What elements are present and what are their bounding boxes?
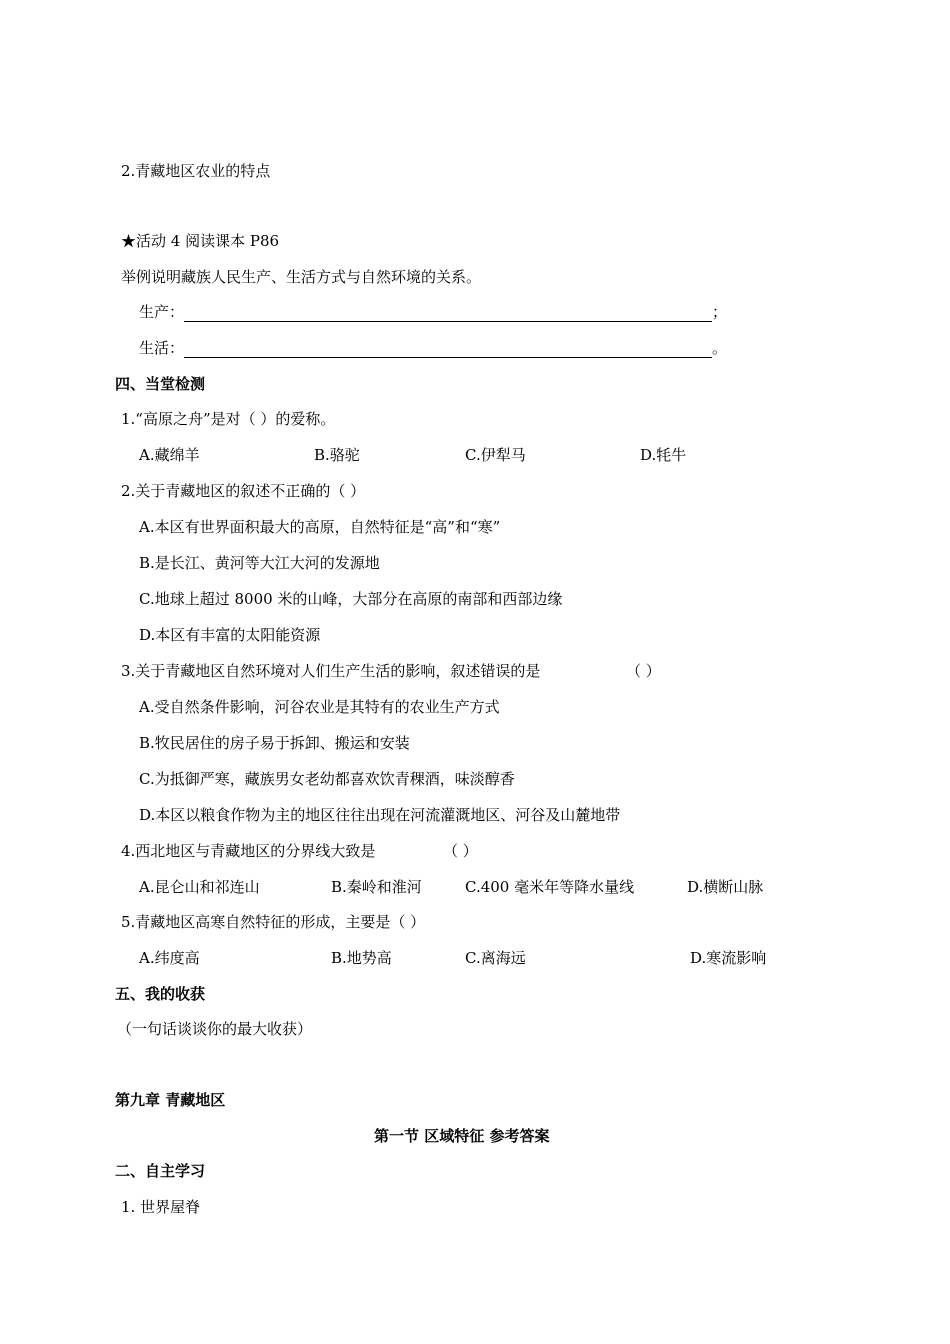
question-2: 2.关于青藏地区的叙述不正确的（ ） bbox=[121, 482, 366, 500]
activity-4-heading: ★活动 4 阅读课本 P86 bbox=[121, 232, 280, 250]
q5-option-a: A.纬度高 bbox=[139, 949, 200, 967]
q4-option-d: D.横断山脉 bbox=[687, 878, 764, 896]
production-label: 生产： bbox=[139, 303, 185, 321]
production-end-mark: ； bbox=[712, 303, 728, 321]
q2-option-b: B.是长江、黄河等大江大河的发源地 bbox=[139, 554, 380, 572]
question-3: 3.关于青藏地区自然环境对人们生产生活的影响，叙述错误的是 bbox=[121, 662, 541, 680]
question-1: 1.“高原之舟”是对（ ）的爱称。 bbox=[121, 410, 336, 428]
q1-option-d: D.牦牛 bbox=[640, 446, 687, 464]
answer-1: 1. 世界屋脊 bbox=[121, 1198, 201, 1216]
answer-section-title: 第一节 区域特征 参考答案 bbox=[374, 1127, 550, 1145]
activity-4-prompt: 举例说明藏族人民生产、生活方式与自然环境的关系。 bbox=[121, 268, 482, 286]
q5-option-b: B.地势高 bbox=[331, 949, 392, 967]
question-4: 4.西北地区与青藏地区的分界线大致是 bbox=[121, 842, 376, 860]
q4-option-a: A.昆仑山和祁连山 bbox=[139, 878, 260, 896]
section-heading-harvest: 五、我的收获 bbox=[115, 985, 206, 1003]
question-5: 5.青藏地区高寒自然特征的形成，主要是（ ） bbox=[121, 913, 426, 931]
harvest-prompt: （一句话谈谈你的最大收获） bbox=[117, 1020, 313, 1038]
production-answer-blank[interactable] bbox=[184, 305, 712, 322]
q2-option-a: A.本区有世界面积最大的高原，自然特征是“高”和“寒” bbox=[139, 518, 501, 536]
q4-option-b: B.秦岭和淮河 bbox=[331, 878, 422, 896]
q5-option-d: D.寒流影响 bbox=[690, 949, 767, 967]
q1-option-c: C.伊犁马 bbox=[465, 446, 526, 464]
question-4-paren: （ ） bbox=[443, 842, 478, 860]
life-answer-blank[interactable] bbox=[184, 341, 712, 358]
q2-option-c: C.地球上超过 8000 米的山峰，大部分在高原的南部和西部边缘 bbox=[139, 590, 563, 608]
q3-option-c: C.为抵御严寒，藏族男女老幼都喜欢饮青稞酒，味淡醇香 bbox=[139, 770, 515, 788]
q3-option-d: D.本区以粮食作物为主的地区往往出现在河流灌溉地区、河谷及山麓地带 bbox=[139, 806, 621, 824]
section-heading-check: 四、当堂检测 bbox=[115, 375, 206, 393]
q1-option-b: B.骆驼 bbox=[314, 446, 360, 464]
q2-option-d: D.本区有丰富的太阳能资源 bbox=[139, 626, 321, 644]
life-label: 生活： bbox=[139, 339, 185, 357]
life-line bbox=[139, 338, 727, 358]
chapter-title: 第九章 青藏地区 bbox=[115, 1091, 226, 1109]
question-agriculture-features: 2.青藏地区农业的特点 bbox=[121, 162, 271, 180]
production-line bbox=[139, 302, 727, 322]
section-heading-self-study: 二、自主学习 bbox=[115, 1162, 206, 1180]
q3-option-a: A.受自然条件影响，河谷农业是其特有的农业生产方式 bbox=[139, 698, 500, 716]
q3-option-b: B.牧民居住的房子易于拆卸、搬运和安装 bbox=[139, 734, 410, 752]
question-3-paren: （ ） bbox=[626, 662, 661, 680]
q1-option-a: A.藏绵羊 bbox=[139, 446, 200, 464]
q4-option-c: C.400 毫米年等降水量线 bbox=[465, 878, 635, 896]
q5-option-c: C.离海远 bbox=[465, 949, 526, 967]
life-end-mark: 。 bbox=[712, 339, 728, 357]
